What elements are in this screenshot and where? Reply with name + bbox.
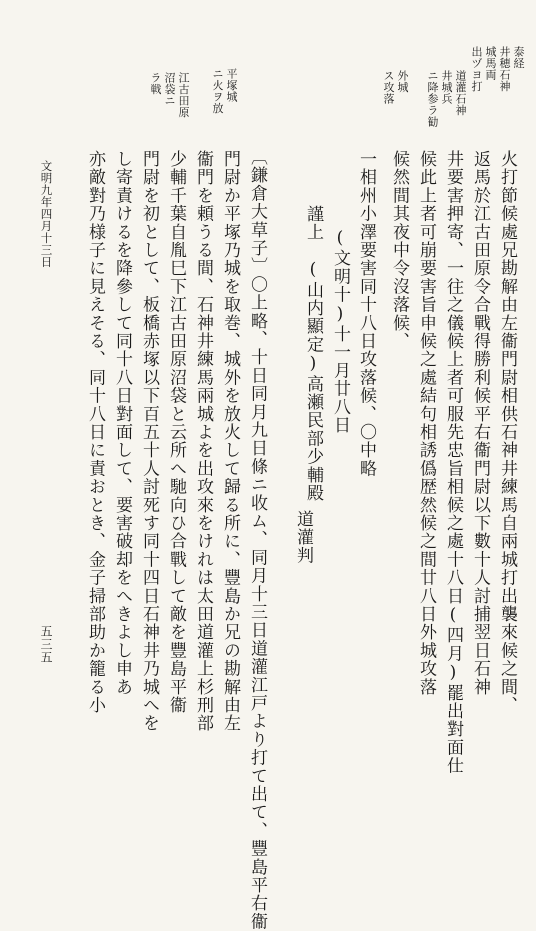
margin-note: ラ戦: [149, 72, 162, 95]
margin-note: 城馬両: [484, 46, 497, 81]
margin-note: 出ヅヨ打: [470, 46, 483, 92]
margin-note: 江古田原: [177, 72, 190, 118]
text-column: 候此上者可崩要害旨申候之處結句相誘僞歴然候之間廿八日外城攻落: [416, 150, 436, 696]
text-column: 門尉か平塚乃城を取巻、城外を放火して歸る所に、豐島か兄の勘解由左: [220, 150, 240, 733]
text-column: し寄責けるを降參して同十八日對面して、要害破却をへきよし申あ: [112, 150, 132, 696]
date-line: (文明十)十一月廿八日: [330, 228, 350, 435]
running-header: 文明九年四月十三日: [39, 160, 54, 268]
signature-line: 道灌判: [293, 510, 313, 565]
text-column: 少輔千葉自胤巳下江古田原沼袋と云所へ馳向ひ合戰して敵を豐島平衞: [166, 150, 186, 715]
margin-note: 外城: [396, 70, 409, 93]
text-column: 返馬於江古田原令合戰得勝利候平右衞門尉以下數十人討捕翌日石神: [470, 150, 490, 696]
text-column: 一相州小澤要害同十八日攻落候、〇中略: [356, 150, 376, 478]
margin-note: 井穂石神: [498, 46, 511, 92]
text-column: 門尉を初として、板橋赤塚以下百五十人討死す同十四日石神井乃城へを: [139, 150, 159, 733]
text-column: 井要害押寄、一往之儀候上者可服先忠旨相候之處十八日(四月)罷出對面仕: [443, 150, 463, 775]
text-column: 衞門を頼うる間、石神井練馬兩城よを出攻來をけれは太田道灌上杉刑部: [193, 150, 213, 733]
text-column: 〔鎌倉大草子〕〇上略、十日同月九日條ニ收ム、同月十三日道灌江戸より打て出て、豐島平右衞: [247, 148, 267, 931]
text-column: 亦敵對乃様子に見えそる、同十八日に責おとき、金子掃部助か籠る小: [85, 150, 105, 715]
page-number: 五三五: [39, 625, 53, 664]
margin-note: 泰経: [512, 46, 525, 69]
addressee-line: 謹上 (山内顯定)高瀬民部少輔殿: [303, 205, 323, 503]
margin-note: ニ火ヲ放: [211, 68, 224, 114]
text-column: 火打節候處兄勘解由左衞門尉相供石神井練馬自兩城打出襲來候之間、: [497, 150, 517, 715]
margin-note: 道灌石神: [454, 70, 467, 116]
text-column: 候然間其夜中令沒落候、: [389, 150, 409, 351]
margin-note: 井城兵: [440, 70, 453, 105]
margin-note: ニ降参ラ勧: [426, 70, 439, 128]
margin-note: ス攻落: [382, 70, 395, 105]
margin-note: 沼袋ニ: [163, 72, 176, 107]
margin-note: 平塚城: [225, 68, 238, 103]
